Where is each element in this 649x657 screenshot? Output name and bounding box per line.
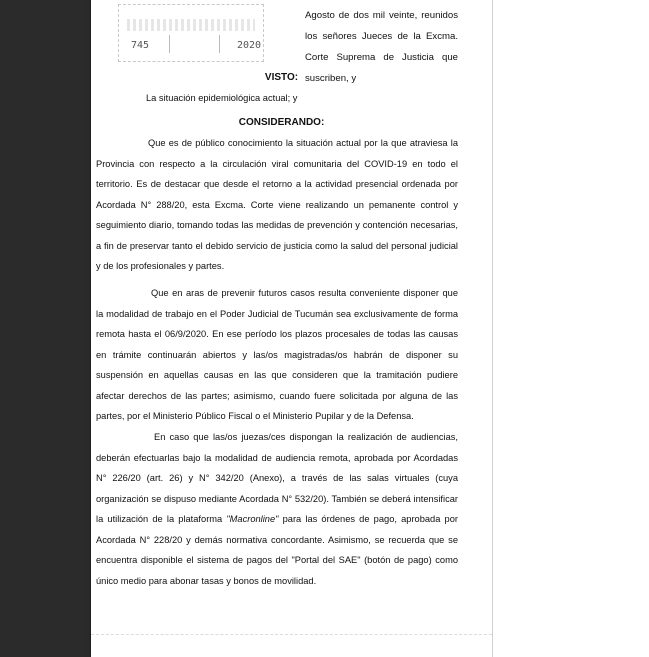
paragraph-3-part-2: para las órdenes de pago, aprobada por Acordada N° 228/20 y demás normativa concordante. Asimismo, se recuerda que se encuentra disponible el sistema de pagos del "Portal del SAE" (botón de pago) como único medio para abonar tasas y bonos de movilidad.	[96, 514, 458, 586]
viewer-margin	[492, 0, 649, 657]
macronline-platform-name: "Macronline"	[226, 514, 279, 524]
considerando-paragraph-1: Que es de público conocimiento la situación actual por la que atraviesa la Provincia con respecto a la circulación viral comunitaria del COVID-19 en todo el territorio. Es de destacar que desde el retorno a la actividad presencial ordenada por Acordada N° 288/20, esta Excma. Corte viene realizando un pemanente control y seguimiento diario, tomando todas las medidas de prevención y contención necesarias, a fin de preservar tanto el debido servicio de justicia como la salud del personal judicial y de los profesionales y partes.	[96, 138, 458, 271]
considerando-heading: CONSIDERANDO:	[238, 117, 325, 128]
registration-stamp	[118, 4, 264, 62]
considerando-paragraph-2: Que en aras de prevenir futuros casos resulta conveniente disponer que la modalidad de trabajo en el Poder Judicial de Tucumán sea exclusivamente de forma remota hasta el 06/9/2020. En ese período los plazos procesales de todas las causas en trámite continuarán abiertos y las/os magistradas/os habrán de disponer su suspensión en aquellas causas en las que consideren que la tramitación pudiere afectar derechos de las partes; asimismo, cuando fuere solicitada por alguna de las partes, por el Ministerio Público Fiscal o el Ministerio Pupilar y de la Defensa.	[96, 288, 458, 421]
intro-paragraph: Agosto de dos mil veinte, reunidos los señores Jueces de la Excma. Corte Suprema de Justicia que suscriben, y	[305, 10, 458, 84]
stamp-divider	[169, 35, 170, 53]
visto-heading: VISTO:	[264, 72, 299, 83]
visto-paragraph: La situación epidemiológica actual; y	[146, 93, 298, 103]
considerando-paragraph-3	[96, 427, 458, 591]
stamp-pattern	[127, 19, 255, 31]
document-page	[91, 0, 492, 657]
stamp-divider	[219, 35, 220, 53]
page-divider	[91, 634, 492, 636]
stamp-number: 745	[131, 40, 150, 51]
paragraph-3-part-1: En caso que las/os juezas/ces dispongan la realización de audiencias, deberán efectuarlas bajo la modalidad de audiencia remota, aprobada por Acordadas N° 226/20 (art. 26) y N° 342/20 (Anexo), a través de las salas virtuales (cuya organización se dispuso mediante Acordada N° 532/20). También se deberá intensificar la utilización de la plataforma	[96, 432, 458, 524]
stamp-year: 2020	[237, 40, 262, 51]
